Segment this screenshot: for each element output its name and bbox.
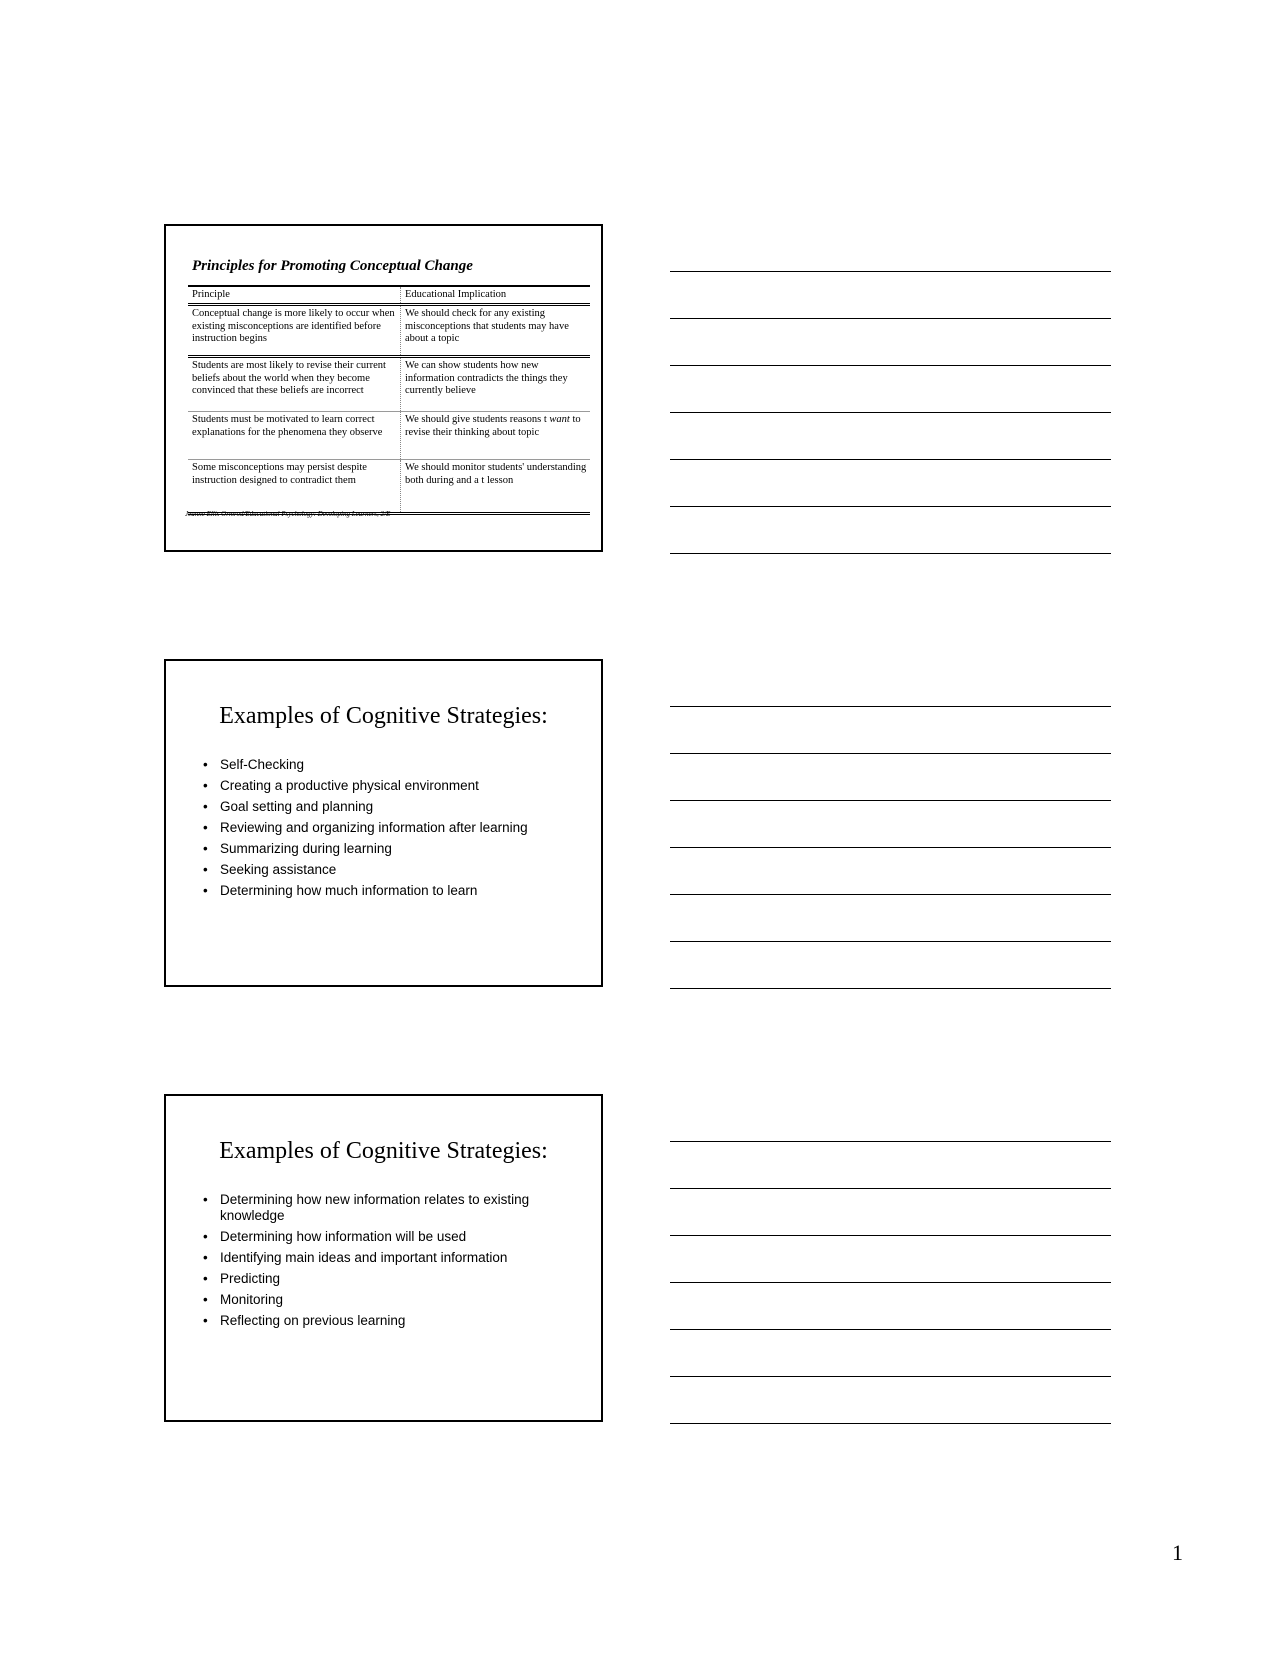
list-item-text: Goal setting and planning <box>220 799 374 814</box>
bullet-icon: • <box>203 883 208 898</box>
table-row <box>188 460 590 512</box>
list-item-text: Predicting <box>220 1271 281 1286</box>
list-item <box>200 757 580 773</box>
bullet-icon: • <box>203 841 208 856</box>
bullet-icon: • <box>203 1250 208 1265</box>
principle-cell: Conceptual change is more likely to occur when existing misconceptions are identified before instruction begins <box>188 306 401 355</box>
notes-line <box>670 847 1111 848</box>
list-item-text: Summarizing during learning <box>220 841 392 856</box>
list-item <box>200 883 580 899</box>
notes-line <box>670 894 1111 895</box>
list-item <box>200 778 580 794</box>
list-item <box>200 862 580 878</box>
list-item-text: Self-Checking <box>220 757 305 772</box>
slide-3-title: Examples of Cognitive Strategies: <box>219 1138 548 1164</box>
notes-line <box>670 506 1111 507</box>
bullet-icon: • <box>203 1192 208 1207</box>
table-row <box>188 306 590 358</box>
notes-line <box>670 706 1111 707</box>
list-item-text: Identifying main ideas and important information <box>220 1250 508 1265</box>
bullet-icon: • <box>203 820 208 835</box>
notes-line <box>670 988 1111 989</box>
implication-cell <box>401 412 590 459</box>
list-item <box>200 1271 580 1287</box>
notes-line <box>670 941 1111 942</box>
implication-cell: We can show students how new information contradicts the things they currently believe <box>405 360 568 396</box>
principle-cell: Students must be motivated to learn correct explanations for the phenomena they observe <box>188 412 401 459</box>
table-row <box>188 412 590 460</box>
notes-line <box>670 1141 1111 1142</box>
list-item-text: Creating a productive physical environment <box>220 778 479 793</box>
principle-cell: Students are most likely to revise their current beliefs about the world when they become convinced that these beliefs are incorrect <box>188 358 401 411</box>
slide-1-thumbnail <box>164 224 603 552</box>
list-item-text: Seeking assistance <box>220 862 337 877</box>
column-header-implication: Educational Implication <box>405 289 507 300</box>
slide-2-thumbnail <box>164 659 603 987</box>
bullet-icon: • <box>203 1292 208 1307</box>
slide-3-thumbnail <box>164 1094 603 1422</box>
list-item <box>200 1250 580 1266</box>
notes-line <box>670 412 1111 413</box>
notes-line <box>670 1376 1111 1377</box>
strategy-list <box>200 1192 580 1334</box>
notes-line <box>670 553 1111 554</box>
bullet-icon: • <box>203 1229 208 1244</box>
implication-text: to revise their thinking about topic <box>405 414 581 438</box>
notes-line <box>670 1423 1111 1424</box>
table-header-row <box>188 287 590 306</box>
implication-text: We should give students reasons t <box>405 414 547 425</box>
notes-line <box>670 459 1111 460</box>
list-item <box>200 1313 580 1329</box>
notes-line <box>670 271 1111 272</box>
bullet-icon: • <box>203 1313 208 1328</box>
list-item <box>200 820 580 836</box>
principles-table <box>188 285 590 515</box>
table-row <box>188 358 590 412</box>
page-number: 1 <box>1172 1540 1183 1565</box>
list-item <box>200 799 580 815</box>
notes-line <box>670 1235 1111 1236</box>
list-item <box>200 1292 580 1308</box>
notes-line <box>670 800 1111 801</box>
principle-cell: Some misconceptions may persist despite instruction designed to contradict them <box>188 460 401 512</box>
list-item-text: Determining how new information relates to existing knowledge <box>220 1192 530 1223</box>
list-item-text: Monitoring <box>220 1292 284 1307</box>
list-item-text: Reviewing and organizing information after learning <box>220 820 528 835</box>
notes-line <box>670 365 1111 366</box>
notes-line <box>670 1188 1111 1189</box>
strategy-list <box>200 757 580 904</box>
citation: Jeanne Ellis Ormrod/Educational Psychology: Developing Learners, 2/E <box>185 510 391 518</box>
slide-2-title: Examples of Cognitive Strategies: <box>219 703 548 729</box>
list-item-text: Determining how information will be used <box>220 1229 467 1244</box>
list-item <box>200 1192 580 1224</box>
bullet-icon: • <box>203 1271 208 1286</box>
list-item <box>200 1229 580 1245</box>
column-header-principle: Principle <box>188 287 401 303</box>
bullet-icon: • <box>203 862 208 877</box>
bullet-icon: • <box>203 799 208 814</box>
list-item-text: Reflecting on previous learning <box>220 1313 406 1328</box>
implication-cell: We should monitor students' understanding both during and a t lesson <box>405 462 587 486</box>
slide-1-title: Principles for Promoting Conceptual Change <box>192 258 473 274</box>
notes-line <box>670 1329 1111 1330</box>
notes-line <box>670 1282 1111 1283</box>
list-item-text: Determining how much information to learn <box>220 883 478 898</box>
list-item <box>200 841 580 857</box>
implication-emphasis: want <box>549 414 570 425</box>
notes-line <box>670 318 1111 319</box>
implication-cell: We should check for any existing misconceptions that students may have about a topic <box>405 308 569 344</box>
bullet-icon: • <box>203 778 208 793</box>
notes-line <box>670 753 1111 754</box>
bullet-icon: • <box>203 757 208 772</box>
